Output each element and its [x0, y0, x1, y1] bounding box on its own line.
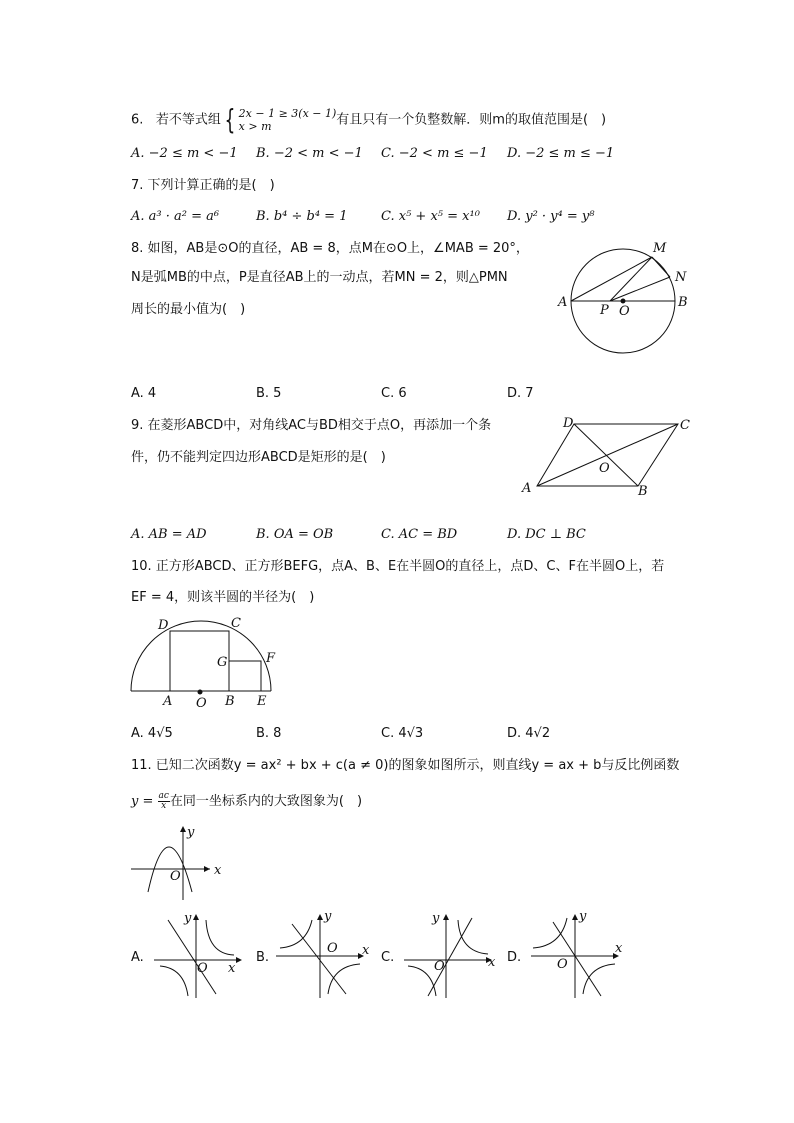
axis-x-label: x — [214, 863, 222, 878]
q11-option-b[interactable]: B. — [256, 950, 270, 965]
axis-y-label: y — [187, 825, 195, 840]
q8-option-d[interactable]: D. 7 — [507, 386, 534, 401]
q6-option-b[interactable]: B. −2 < m < −1 — [256, 146, 363, 161]
axis-x-label: x — [228, 961, 236, 976]
q11-fraction — [158, 792, 170, 811]
q11-graph-c — [400, 910, 505, 1000]
q8-option-a[interactable]: A. 4 — [131, 386, 157, 401]
hyperbola-branch-2 — [408, 966, 436, 996]
q8-option-c[interactable]: C. 6 — [381, 386, 407, 401]
segment-mn — [652, 257, 670, 277]
q7-option-d[interactable]: D. y² · y⁴ = y⁸ — [507, 209, 595, 224]
q6-option-c[interactable]: C. −2 < m ≤ −1 — [381, 146, 488, 161]
q10-option-d[interactable]: D. 4√2 — [507, 726, 551, 741]
center-point — [198, 690, 203, 695]
y-arrow-icon — [180, 826, 186, 832]
q10-option-a[interactable]: A. 4√5 — [131, 726, 173, 741]
q9-rhombus-figure — [515, 412, 695, 502]
label-c: C — [231, 616, 241, 631]
q6-prefix: 若不等式组 — [155, 112, 221, 128]
q11-option-d[interactable]: D. — [507, 950, 522, 965]
x-arrow-icon — [236, 957, 242, 963]
label-f: F — [266, 651, 276, 666]
label-d: D — [158, 618, 169, 633]
diagonal-bd — [574, 424, 638, 486]
q6-number: 6. — [131, 112, 144, 128]
label-n: N — [675, 270, 687, 285]
brace-icon: { — [224, 103, 236, 136]
q6-stem — [131, 103, 607, 136]
q11-graph-b — [272, 910, 377, 1000]
q9-option-d[interactable]: D. DC ⊥ BC — [507, 527, 586, 542]
chord-am — [571, 257, 652, 301]
q8-circle-figure — [555, 235, 695, 360]
hyperbola-branch-2 — [583, 964, 615, 994]
q11-line-2 — [131, 792, 362, 812]
q8-option-b[interactable]: B. 5 — [256, 386, 282, 401]
axis-y-label: y — [579, 909, 587, 924]
hyperbola-branch-1 — [206, 920, 234, 955]
q11-parabola-figure — [128, 822, 238, 902]
label-c: C — [680, 418, 690, 433]
label-m: M — [653, 241, 667, 256]
axis-y-label: y — [432, 911, 440, 926]
q9-line-1: 9. 在菱形ABCD中，对角线AC与BD相交于点O，再添加一个条 — [131, 418, 492, 433]
segment-pn — [610, 277, 670, 301]
origin-label: O — [557, 957, 568, 972]
label-b: B — [225, 694, 235, 709]
q10-line-1: 10. 正方形ABCD、正方形BEFG，点A、B、E在半圆O的直径上，点D、C、F在半圆O上，若 — [131, 559, 665, 574]
q8-line-3: 周长的最小值为( ) — [131, 302, 246, 317]
label-p: P — [600, 303, 609, 318]
y-arrow-icon — [572, 914, 578, 920]
axis-x-label: x — [362, 943, 370, 958]
q10-option-c[interactable]: C. 4√3 — [381, 726, 424, 741]
hyperbola-branch-2 — [160, 966, 188, 996]
q10-line-2: EF = 4，则该半圆的半径为( ) — [131, 590, 315, 605]
q7-stem: 7. 下列计算正确的是( ) — [131, 178, 275, 193]
q7-option-a[interactable]: A. a³ · a² = a⁶ — [131, 209, 220, 224]
q8-line-1: 8. 如图，AB是⊙O的直径，AB = 8，点M在⊙O上，∠MAB = 20°， — [131, 241, 529, 256]
q10-option-b[interactable]: B. 8 — [256, 726, 282, 741]
origin-label: O — [327, 941, 338, 956]
origin-label: O — [434, 959, 445, 974]
q6-suffix: 有且只有一个负整数解．则m的取值范围是( ) — [336, 112, 607, 128]
hyperbola-branch-1 — [458, 920, 488, 954]
q11-line-1: 11. 已知二次函数y = ax² + bx + c(a ≠ 0)的图象如图所示，则直线y = ax + b与反比例函数 — [131, 758, 680, 773]
q11-option-a[interactable]: A. — [131, 950, 144, 965]
axis-y-label: y — [184, 911, 192, 926]
q11-function-prefix: y = — [131, 794, 158, 809]
x-arrow-icon — [204, 866, 210, 872]
label-a: A — [522, 481, 532, 496]
line-graph — [292, 924, 346, 994]
square-befg — [229, 661, 261, 691]
origin-label: O — [197, 961, 208, 976]
q7-option-c[interactable]: C. x⁵ + x⁵ = x¹⁰ — [381, 209, 480, 224]
fraction-denominator: x — [161, 801, 167, 811]
q11-graph-a — [150, 910, 250, 1000]
axis-x-label: x — [615, 941, 623, 956]
line-graph — [428, 918, 472, 996]
diagonal-ac — [537, 424, 678, 486]
label-d: D — [563, 416, 574, 431]
label-o: O — [196, 696, 207, 711]
q6-inequality-system — [239, 107, 337, 133]
q6-option-d[interactable]: D. −2 ≤ m ≤ −1 — [507, 146, 615, 161]
q6-inequality-1: 2x − 1 ≥ 3(x − 1) — [238, 107, 337, 120]
fraction-numerator: ac — [158, 791, 169, 801]
y-arrow-icon — [193, 914, 199, 920]
q11-option-c[interactable]: C. — [381, 950, 395, 965]
q9-option-a[interactable]: A. AB = AD — [131, 527, 207, 542]
q11-line-2-suffix: 在同一坐标系内的大致图象为( ) — [169, 794, 363, 809]
label-b: B — [678, 295, 688, 310]
hyperbola-branch-2 — [328, 964, 360, 994]
q6-inequality-2: x > m — [238, 120, 272, 133]
center-point — [621, 299, 626, 304]
q7-option-b[interactable]: B. b⁴ ÷ b⁴ = 1 — [256, 209, 348, 224]
origin-label: O — [170, 869, 181, 884]
label-a: A — [558, 295, 568, 310]
line-graph — [168, 920, 216, 994]
label-o: O — [619, 304, 630, 319]
y-arrow-icon — [317, 914, 323, 920]
label-o: O — [599, 461, 610, 476]
axis-x-label: x — [488, 955, 496, 970]
q9-line-2: 件，仍不能判定四边形ABCD是矩形的是( ) — [131, 450, 386, 465]
label-a: A — [163, 694, 173, 709]
q10-semicircle-figure — [125, 612, 285, 712]
q9-option-c[interactable]: C. AC = BD — [381, 527, 458, 542]
label-b: B — [638, 484, 648, 499]
axis-y-label: y — [324, 909, 332, 924]
q11-graph-d — [527, 910, 627, 1000]
label-e: E — [257, 694, 267, 709]
label-g: G — [217, 655, 228, 670]
hyperbola-branch-1 — [533, 918, 567, 948]
q6-option-a[interactable]: A. −2 ≤ m < −1 — [131, 146, 238, 161]
q9-option-b[interactable]: B. OA = OB — [256, 527, 334, 542]
y-arrow-icon — [443, 914, 449, 920]
segment-pm — [610, 257, 652, 301]
q8-line-2: N是弧MB的中点，P是直径AB上的一动点，若MN = 2，则△PMN — [131, 270, 508, 285]
